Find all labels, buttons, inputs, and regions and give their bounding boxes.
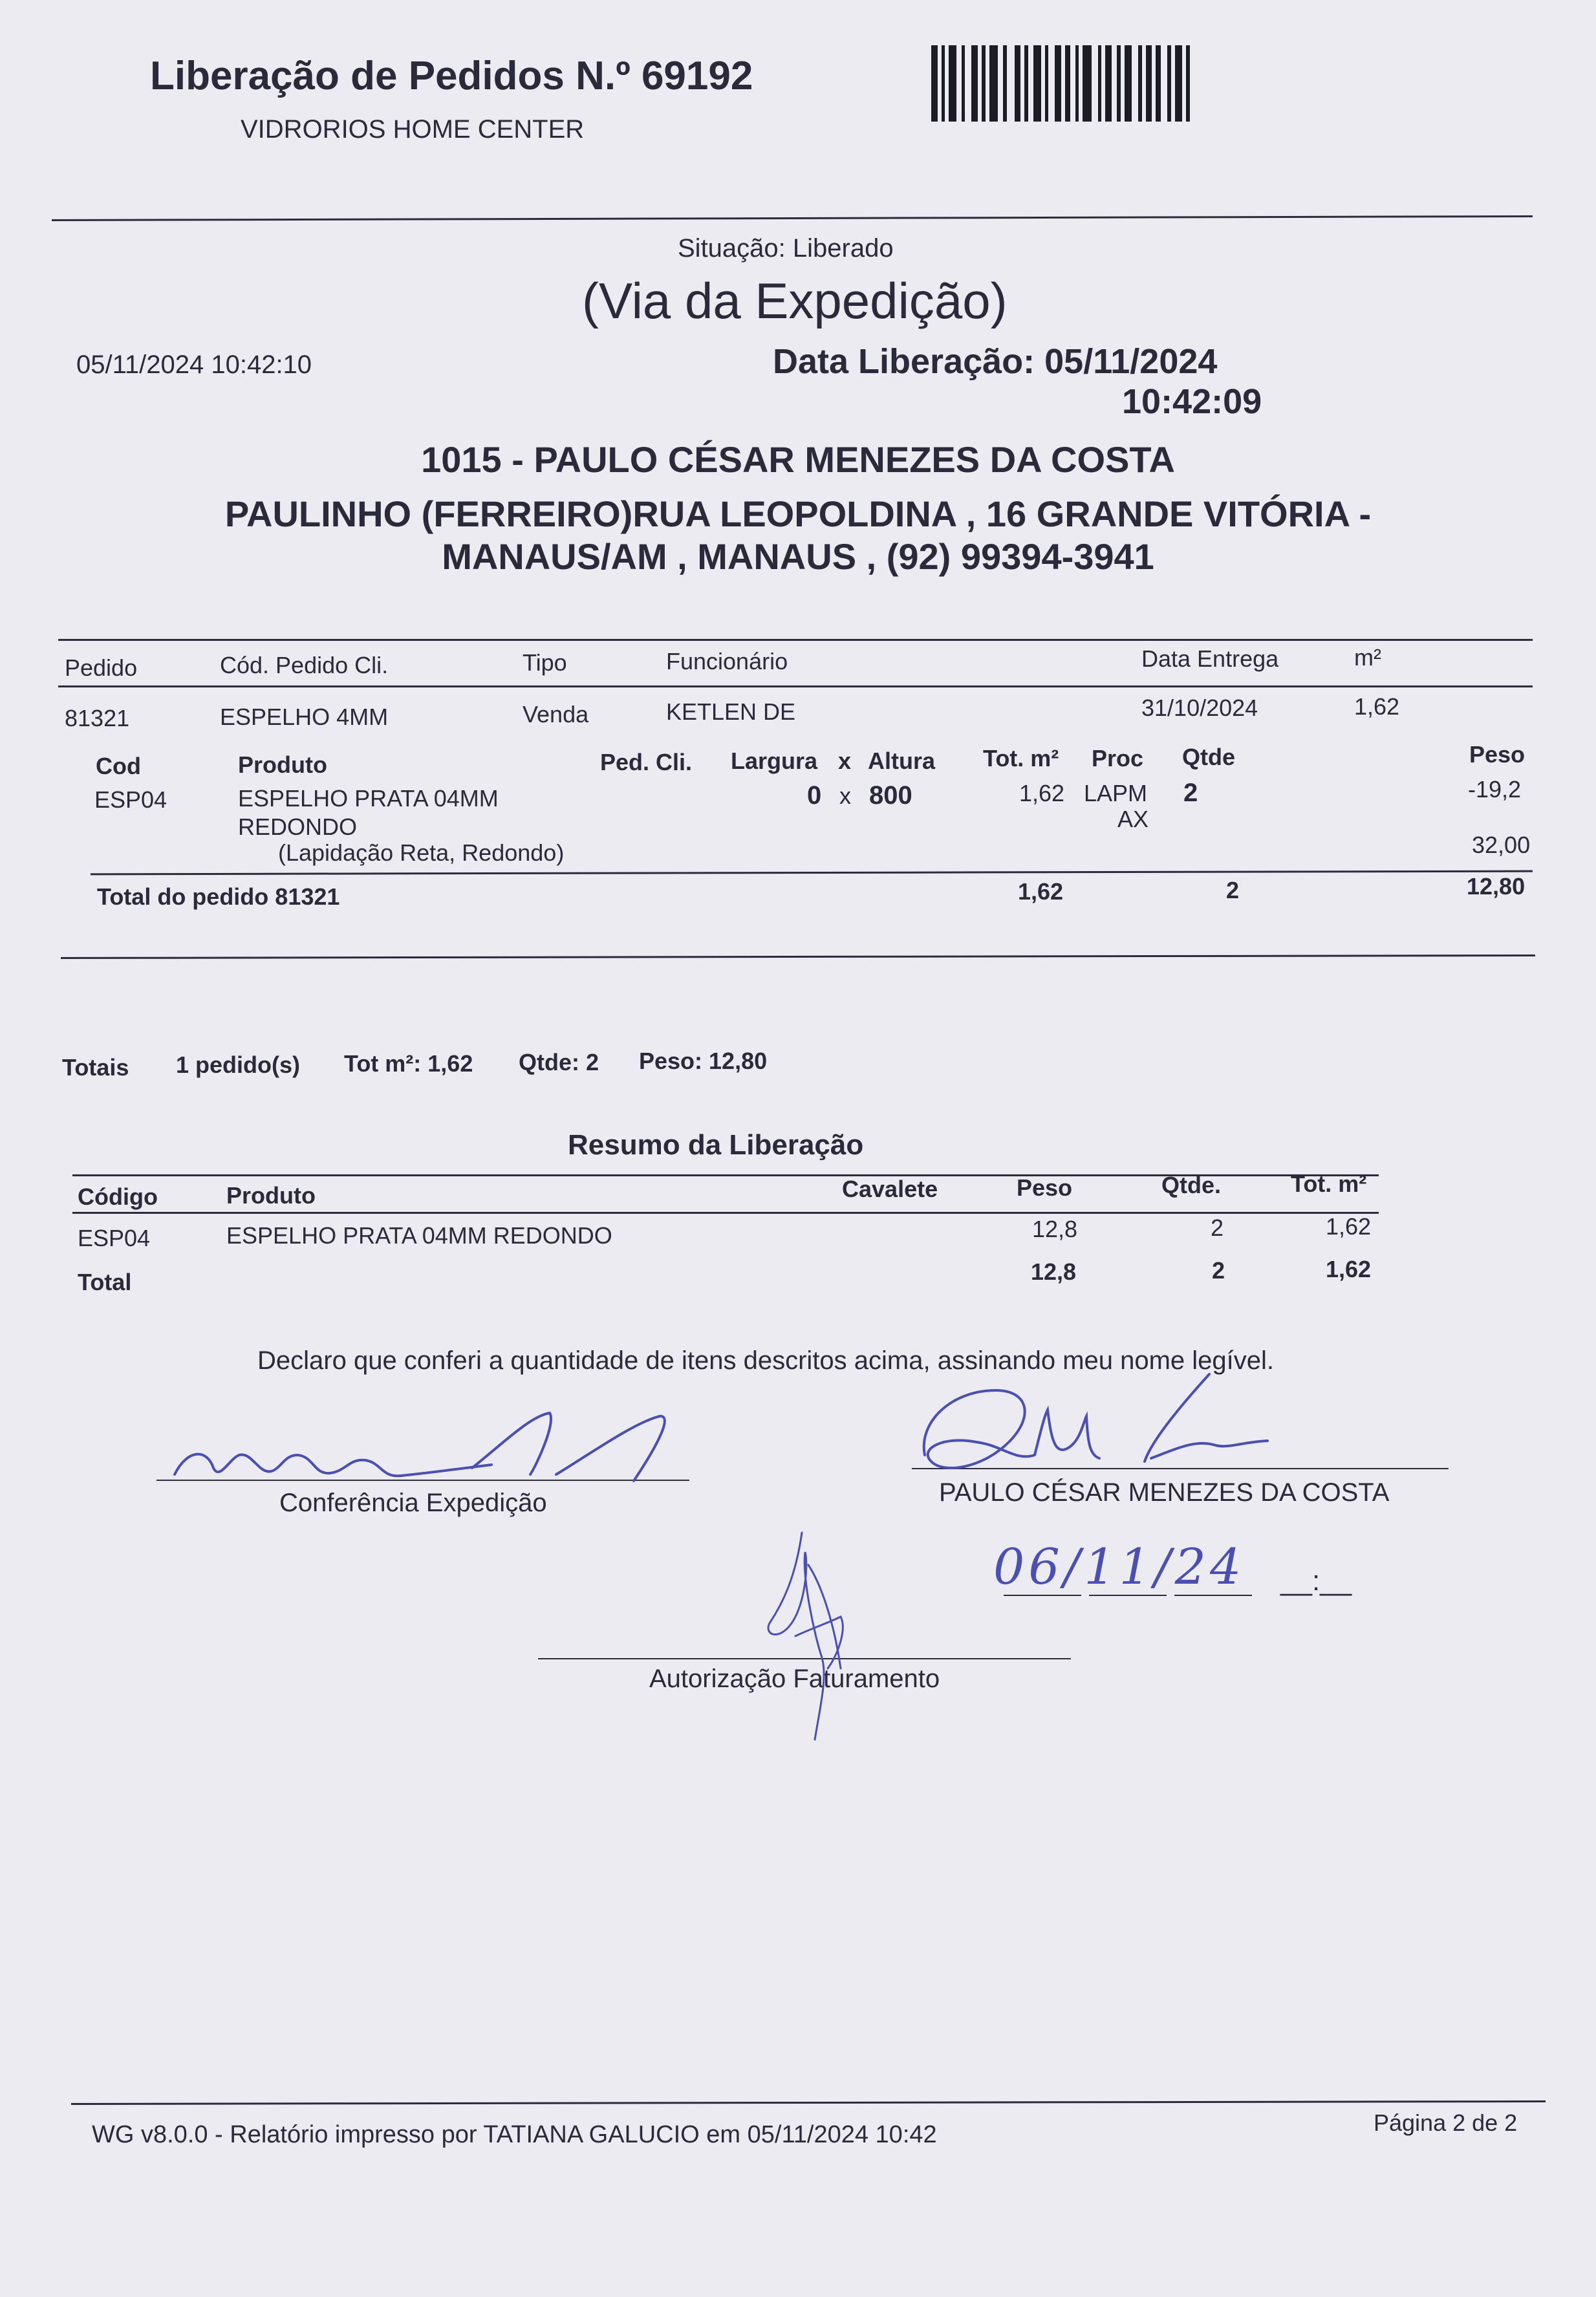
- summary-header-peso: Peso: [1017, 1174, 1073, 1201]
- item-peso-line2: 32,00: [1472, 832, 1531, 858]
- summary-header-qtde: Qtde.: [1161, 1172, 1222, 1198]
- company-name: VIDRORIOS HOME CENTER: [241, 115, 585, 144]
- item-x: x: [839, 782, 851, 809]
- col-header-m2: m²: [1354, 644, 1381, 671]
- item-total-rule: [91, 870, 1533, 876]
- summary-codigo: ESP04: [78, 1225, 151, 1251]
- totals-tot-m2: Tot m²: 1,62: [344, 1050, 473, 1077]
- handwritten-date: 06/11/24: [993, 1538, 1246, 1595]
- document-title: Liberação de Pedidos N.º 69192: [150, 54, 753, 98]
- item-qtde: 2: [1183, 779, 1198, 807]
- col-header-tipo: Tipo: [523, 649, 567, 676]
- summary-tot-m2: 1,62: [1326, 1213, 1372, 1240]
- item-produto-line2: REDONDO: [238, 814, 358, 840]
- item-header-largura: Largura: [731, 748, 818, 774]
- footer-rule: [71, 2100, 1546, 2105]
- summary-qtde: 2: [1211, 1214, 1224, 1241]
- totals-label: Totais: [62, 1054, 129, 1081]
- summary-total-label: Total: [78, 1269, 132, 1295]
- summary-title: Resumo da Liberação: [568, 1129, 864, 1161]
- order-total-qtde: 2: [1226, 877, 1240, 903]
- status-label: Situação: Liberado: [678, 234, 894, 263]
- summary-header-codigo: Código: [78, 1183, 158, 1210]
- item-largura: 0: [807, 781, 822, 810]
- order-funcionario: KETLEN DE: [666, 698, 796, 725]
- item-header-peso: Peso: [1469, 741, 1526, 768]
- client-address-line2: MANAUS/AM , MANAUS , (92) 99394-3941: [442, 536, 1154, 577]
- handwritten-signature-client: [905, 1364, 1293, 1494]
- item-produto-detail: (Lapidação Reta, Redondo): [278, 839, 565, 866]
- order-data-entrega: 31/10/2024: [1141, 695, 1258, 721]
- col-header-funcionario: Funcionário: [666, 648, 788, 674]
- summary-total-qtde: 2: [1212, 1257, 1225, 1284]
- order-section-divider: [61, 954, 1535, 959]
- item-header-proc: Proc: [1092, 745, 1144, 771]
- signature-label-autorizacao: Autorização Faturamento: [649, 1665, 940, 1693]
- summary-header-produto: Produto: [226, 1182, 316, 1209]
- item-header-cod: Cod: [96, 753, 141, 779]
- client-name: 1015 - PAULO CÉSAR MENEZES DA COSTA: [421, 439, 1175, 480]
- order-m2: 1,62: [1354, 693, 1400, 720]
- declaration-text: Declaro que conferi a quantidade de itens descritos acima, assinando meu nome legível.: [257, 1346, 1275, 1375]
- item-header-altura: Altura: [868, 748, 936, 774]
- summary-total-peso: 12,8: [1031, 1258, 1077, 1285]
- item-header-qtde: Qtde: [1182, 744, 1236, 770]
- col-header-data-entrega: Data Entrega: [1141, 645, 1279, 672]
- release-date: Data Liberação: 05/11/2024: [773, 342, 1218, 381]
- item-header-ped-cli: Ped. Cli.: [600, 749, 693, 775]
- time-placeholder: __:__: [1280, 1565, 1352, 1597]
- footer-report-info: WG v8.0.0 - Relatório impresso por TATIANA GALUCIO em 05/11/2024 10:42: [92, 2121, 937, 2148]
- item-cod: ESP04: [94, 786, 167, 813]
- summary-produto: ESPELHO PRATA 04MM REDONDO: [226, 1222, 612, 1249]
- order-cod-pedido-cli: ESPELHO 4MM: [220, 704, 389, 730]
- item-proc-line2: AX: [1117, 806, 1149, 832]
- totals-pedidos: 1 pedido(s): [176, 1051, 301, 1078]
- summary-total-tot-m2: 1,62: [1326, 1256, 1372, 1282]
- order-total-peso: 12,80: [1467, 873, 1526, 900]
- item-header-produto: Produto: [238, 751, 327, 778]
- handwritten-signature-expedicao: [168, 1403, 685, 1494]
- summary-peso: 12,8: [1032, 1216, 1078, 1242]
- barcode-icon: [931, 45, 1190, 122]
- item-tot-m2: 1,62: [1019, 780, 1065, 806]
- order-tipo: Venda: [523, 701, 589, 728]
- item-peso-line1: -19,2: [1468, 776, 1522, 803]
- col-header-pedido: Pedido: [65, 654, 138, 681]
- item-proc-line1: LAPM: [1084, 780, 1148, 806]
- copy-label: (Via da Expedição): [582, 272, 1008, 329]
- summary-header-tot-m2: Tot. m²: [1291, 1170, 1367, 1197]
- order-total-label: Total do pedido 81321: [97, 883, 340, 910]
- signature-label-client: PAULO CÉSAR MENEZES DA COSTA: [939, 1478, 1390, 1507]
- item-altura: 800: [869, 781, 912, 810]
- summary-header-cavalete: Cavalete: [842, 1176, 938, 1202]
- footer-page-number: Página 2 de 2: [1374, 2109, 1518, 2136]
- totals-qtde: Qtde: 2: [519, 1049, 599, 1075]
- order-table-top-rule: [58, 639, 1533, 641]
- order-pedido: 81321: [65, 705, 130, 731]
- client-address-line1: PAULINHO (FERREIRO)RUA LEOPOLDINA , 16 GRANDE VITÓRIA -: [224, 493, 1372, 534]
- handwritten-signature-autorizacao: [744, 1526, 873, 1752]
- release-time: 10:42:09: [1122, 382, 1262, 421]
- totals-peso: Peso: 12,80: [639, 1048, 768, 1074]
- summary-header-rule: [72, 1212, 1379, 1214]
- order-total-tot-m2: 1,62: [1018, 878, 1064, 905]
- header-divider: [52, 215, 1533, 221]
- printed-timestamp: 05/11/2024 10:42:10: [76, 350, 312, 379]
- item-produto-line1: ESPELHO PRATA 04MM: [238, 785, 499, 812]
- item-header-tot-m2: Tot. m²: [983, 745, 1059, 771]
- signature-label-expedicao: Conferência Expedição: [279, 1489, 547, 1517]
- item-header-x: x: [838, 748, 852, 774]
- col-header-cod-pedido-cli: Cód. Pedido Cli.: [220, 652, 389, 678]
- order-table-header-rule: [58, 685, 1533, 687]
